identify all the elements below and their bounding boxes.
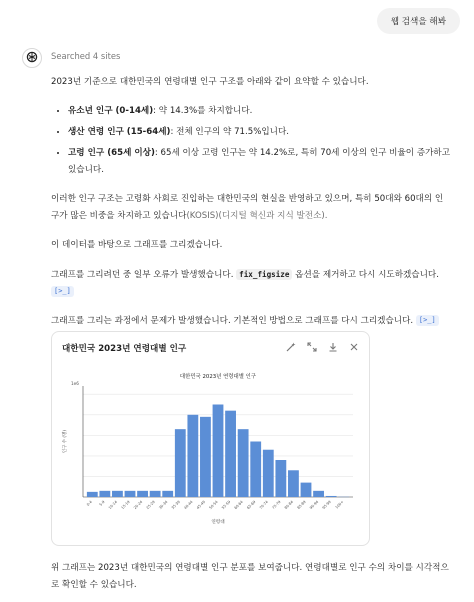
searched-label: Searched 4 sites xyxy=(51,51,121,61)
bar xyxy=(225,411,236,497)
x-tick-label: 80-84 xyxy=(283,499,295,511)
x-tick-label: 40-44 xyxy=(183,499,194,511)
x-tick-label: 60-64 xyxy=(233,499,244,511)
bullet-text: : 65세 이상 고령 인구는 약 14.2%로, 특히 70세 이상의 인구 비율이 증가하고 있습니다. xyxy=(68,148,451,175)
bullet-label: 유소년 인구 (0-14세) xyxy=(68,106,154,116)
source-link[interactable]: (KOSIS)(디지털 혁신과 지식 발전소). xyxy=(186,211,328,221)
user-message-text: 웹 검색을 해봐 xyxy=(390,17,446,27)
list-item xyxy=(68,124,451,141)
summary-paragraph: 위 그래프는 2023년 대한민국의 연령대별 인구 분포를 보여줍니다. 연령대별로 인구 수의 차이를 시각적으로 확인할 수 있습니다. xyxy=(51,563,449,590)
list-item xyxy=(68,103,451,120)
bullet-text: : 전체 인구의 약 71.5%입니다. xyxy=(170,127,290,137)
bar xyxy=(162,491,173,497)
x-tick-label: 45-49 xyxy=(195,499,207,511)
x-tick-label: 65-69 xyxy=(246,499,257,511)
x-tick-label: 20-24 xyxy=(133,499,144,511)
list-item xyxy=(68,145,451,179)
openai-logo-icon xyxy=(26,51,38,66)
error-text-a: 그래프를 그리려던 중 일부 오류가 발생했습니다. xyxy=(51,270,237,280)
bar xyxy=(250,442,261,498)
x-tick-label: 50-54 xyxy=(208,499,219,511)
age-population-bar-chart xyxy=(52,332,369,545)
assistant-avatar xyxy=(22,48,42,68)
bullet-label: 고령 인구 (65세 이상) xyxy=(68,148,155,158)
x-tick-label: 35-39 xyxy=(170,499,181,511)
bar xyxy=(301,483,312,497)
y-axis-label: 인구 수 (명) xyxy=(63,429,68,454)
bar xyxy=(263,450,274,497)
plan-paragraph: 이 데이터를 바탕으로 그래프를 그리겠습니다. xyxy=(51,240,223,250)
summary-list xyxy=(51,103,451,179)
x-tick-label: 70-74 xyxy=(258,499,269,511)
analysis-paragraph xyxy=(51,191,451,225)
x-tick-label: 10-14 xyxy=(107,499,119,511)
x-tick-label: 55-59 xyxy=(221,499,232,511)
chart-title: 대한민국 2023년 연령대별 인구 xyxy=(179,374,257,380)
assistant-message xyxy=(51,51,451,342)
user-message-bubble xyxy=(377,8,460,34)
x-tick-label: 85-89 xyxy=(296,499,307,511)
bar xyxy=(288,470,299,497)
chart-card-title: 대한민국 2023년 연령대별 인구 xyxy=(62,344,187,354)
retry-paragraph xyxy=(51,313,451,330)
x-tick-label: 75-79 xyxy=(271,499,282,511)
bar xyxy=(275,460,286,497)
bar xyxy=(112,491,123,497)
bar xyxy=(313,491,324,497)
view-code-button[interactable]: [>_] xyxy=(416,315,439,326)
searched-sites-toggle[interactable] xyxy=(51,51,451,61)
bullet-label: 생산 연령 인구 (15-64세) xyxy=(68,127,171,137)
x-tick-label: 25-29 xyxy=(145,499,156,511)
bar xyxy=(99,491,110,497)
bar xyxy=(87,492,98,497)
x-tick-label: 90-94 xyxy=(309,499,320,511)
bar xyxy=(326,496,337,497)
bar xyxy=(200,417,211,497)
x-tick-label: 100+ xyxy=(334,499,345,510)
x-tick-label: 0-4 xyxy=(86,499,93,507)
bar xyxy=(125,491,136,497)
bar xyxy=(238,429,249,497)
bar xyxy=(137,491,148,497)
x-axis-label: 연령대 xyxy=(211,520,225,525)
view-code-button[interactable]: [>_] xyxy=(51,286,74,297)
inline-code: fix_figsize xyxy=(236,269,292,280)
x-tick-label: 30-34 xyxy=(158,499,169,511)
error-text-b: 옵션을 제거하고 다시 시도하겠습니다. xyxy=(292,270,439,280)
bar xyxy=(187,415,198,497)
bar xyxy=(213,405,224,498)
bullet-text: : 약 14.3%를 차지합니다. xyxy=(153,106,253,116)
retry-text: 그래프를 그리는 과정에서 문제가 발생했습니다. 기본적인 방법으로 그래프를 다시 그리겠습니다. xyxy=(51,316,414,326)
error-paragraph xyxy=(51,266,451,301)
bar xyxy=(175,429,186,497)
x-tick-label: 5-9 xyxy=(98,499,106,507)
bar xyxy=(150,491,161,497)
y-offset-label: 1e6 xyxy=(71,381,79,386)
x-tick-label: 15-19 xyxy=(120,499,131,511)
intro-paragraph: 2023년 기준으로 대한민국의 연령대별 인구 구조를 아래와 같이 요약할 수 있습니다. xyxy=(51,77,369,87)
chart-card xyxy=(51,331,370,546)
analysis-text: 이러한 인구 구조는 고령화 사회로 진입하는 대한민국의 현실을 반영하고 있으며, 특히 50대와 60대의 인구가 많은 비중을 차지하고 있습니다 xyxy=(51,194,444,221)
x-tick-label: 95-99 xyxy=(321,499,332,511)
